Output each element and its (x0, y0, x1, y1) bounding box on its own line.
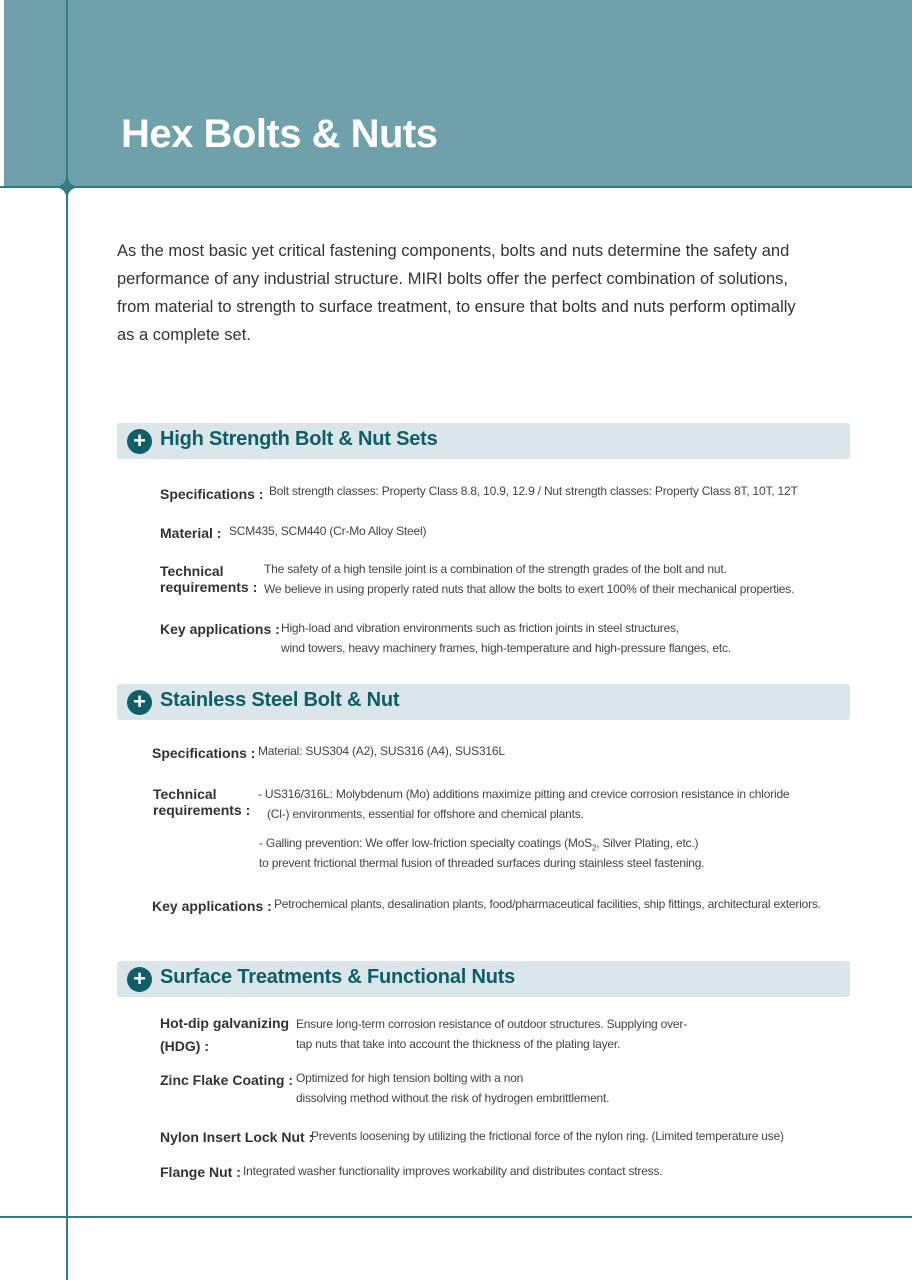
applications-label: Key applications : (152, 898, 272, 914)
header-rule (0, 186, 912, 188)
section-header-surface (117, 961, 850, 997)
applications-line: High-load and vibration environments such as friction joints in steel structures, (281, 621, 679, 635)
intro-line: As the most basic yet critical fastening components, bolts and nuts determine the safety and (117, 242, 790, 260)
hdg-line: tap nuts that take into account the thickness of the plating layer. (296, 1037, 621, 1051)
plus-icon: + (127, 967, 152, 992)
page-title: Hex Bolts & Nuts (121, 112, 438, 156)
technical-label: Technical (153, 786, 217, 802)
intro-line: performance of any industrial structure. MIRI bolts offer the perfect combination of solutions, (117, 270, 789, 288)
nylon-value: Prevents loosening by utilizing the frictional force of the nylon ring. (Limited temperature use) (311, 1129, 784, 1143)
technical-line: to prevent frictional thermal fusion of threaded surfaces during stainless steel fastening. (259, 856, 705, 870)
spec-label: Specifications : (160, 486, 264, 502)
zinc-line: Optimized for high tension bolting with a non (296, 1071, 524, 1085)
nylon-label: Nylon Insert Lock Nut : (160, 1129, 314, 1145)
applications-label: Key applications : (160, 621, 280, 637)
plus-icon: + (127, 690, 152, 715)
technical-text: , Silver Plating, etc.) (596, 836, 699, 850)
technical-label-cont: requirements : (160, 579, 258, 595)
technical-line: The safety of a high tensile joint is a combination of the strength grades of the bolt and nut. (264, 562, 727, 576)
hdg-label: Hot-dip galvanizing (160, 1015, 290, 1031)
technical-text: - Galling prevention: We offer low-friction specialty coatings (MoS (259, 836, 592, 850)
spec-value: Bolt strength classes: Property Class 8.8, 10.9, 12.9 / Nut strength classes: Property Class 8T, 10T, 12T (269, 484, 798, 498)
technical-line: We believe in using properly rated nuts that allow the bolts to exert 100% of their mechanical properties. (264, 582, 795, 596)
intro-paragraph (117, 237, 867, 349)
section-title: Stainless Steel Bolt & Nut (160, 689, 400, 711)
section-title: Surface Treatments & Functional Nuts (160, 966, 516, 988)
flange-label: Flange Nut : (160, 1164, 241, 1180)
applications-line: wind towers, heavy machinery frames, high-temperature and high-pressure flanges, etc. (281, 641, 731, 655)
intro-line: as a complete set. (117, 326, 251, 344)
hdg-label-cont: (HDG) : (160, 1038, 209, 1054)
material-value: SCM435, SCM440 (Cr-Mo Alloy Steel) (229, 524, 427, 538)
applications-value: Petrochemical plants, desalination plants, food/pharmaceutical facilities, ship fittings, architectural exteriors. (274, 897, 821, 911)
intro-line: from material to strength to surface treatment, to ensure that bolts and nuts perform optimally (117, 298, 796, 316)
section-title: High Strength Bolt & Nut Sets (160, 428, 438, 450)
technical-line: - US316/316L: Molybdenum (Mo) additions maximize pitting and crevice corrosion resistance in chloride (258, 787, 790, 801)
material-label: Material : (160, 525, 222, 541)
footer-rule (0, 1216, 912, 1218)
spec-label: Specifications : (152, 745, 256, 761)
zinc-line: dissolving method without the risk of hydrogen embrittlement. (296, 1091, 610, 1105)
spec-value: Material: SUS304 (A2), SUS316 (A4), SUS316L (258, 744, 505, 758)
header-banner (4, 0, 912, 187)
subscript: 2 (591, 843, 597, 853)
sparkle-icon (53, 173, 81, 201)
zinc-label: Zinc Flake Coating : (160, 1072, 294, 1088)
plus-icon: + (127, 429, 152, 454)
flange-value: Integrated washer functionality improves workability and distributes contact stress. (243, 1164, 663, 1178)
technical-line: (Cl-) environments, essential for offshore and chemical plants. (267, 807, 584, 821)
hdg-line: Ensure long-term corrosion resistance of outdoor structures. Supplying over- (296, 1017, 687, 1031)
section-header-stainless (117, 684, 850, 720)
technical-label-cont: requirements : (153, 802, 251, 818)
technical-label: Technical (160, 563, 224, 579)
section-header-high-strength (117, 423, 850, 459)
